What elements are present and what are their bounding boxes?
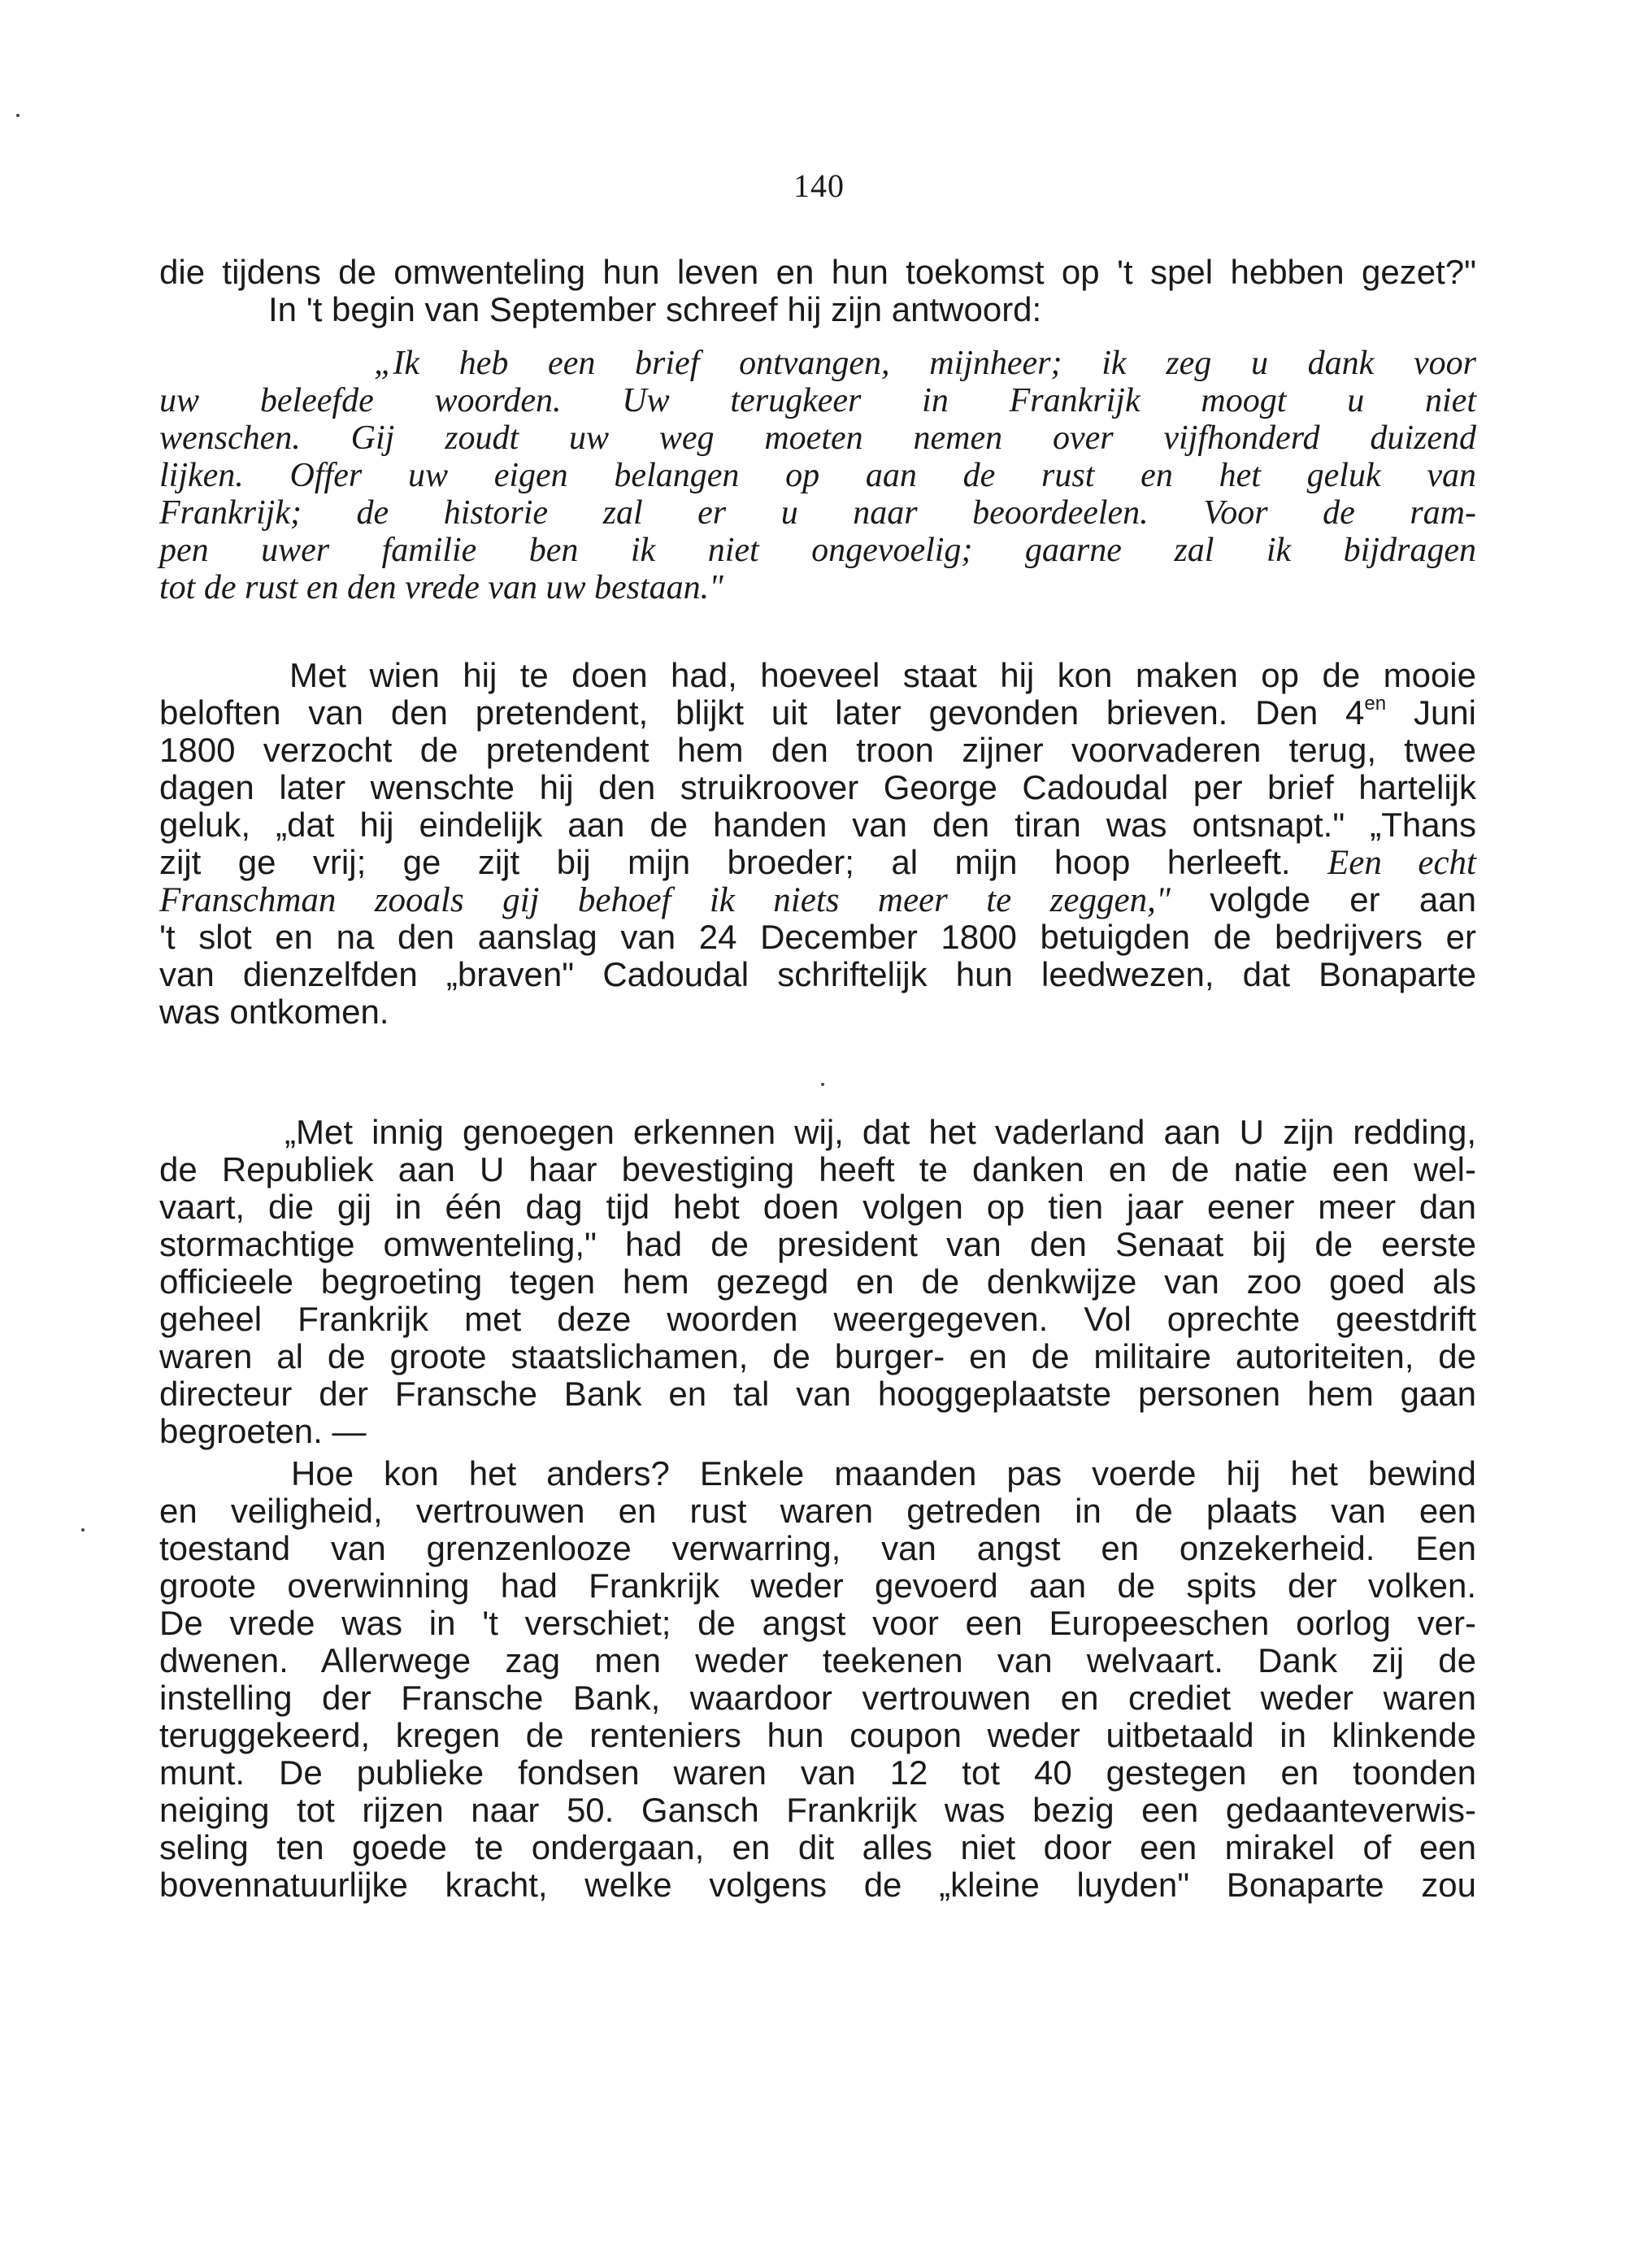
text-line: waren al de groote staatslichamen, de burger- en de militaire autoriteiten, de [159,1337,1476,1375]
text-fragment: beloften van den pretendent, blijkt uit later gevonden brieven. Den 4 [159,693,1365,732]
text-line: munt. De publieke fondsen waren van 12 tot 40 gestegen en toonden [159,1753,1476,1792]
text-line: Met wien hij te doen had, hoeveel staat hij kon maken op de mooie [289,656,1476,694]
text-line [159,881,1476,919]
text-line: seling ten goede te ondergaan, en dit alles niet door een mirakel of een [159,1828,1476,1866]
text-fragment: zijt ge vrij; ge zijt bij mijn broeder; al mijn hoop herleeft. [159,843,1291,881]
text-line: Hoe kon het anders? Enkele maanden pas voerde hij het bewind [291,1454,1476,1492]
text-line: wenschen. Gij zoudt uw weg moeten nemen over vijfhonderd duizend [159,419,1476,457]
quoted-letter [159,345,1476,606]
text-line: uw beleefde woorden. Uw terugkeer in Frankrijk moogt u niet [159,382,1476,419]
paragraph-senate [159,1114,1476,1450]
text-line [159,844,1476,881]
text-line: neiging tot rijzen naar 50. Gansch Frankrijk was bezig een gedaanteverwis- [159,1791,1476,1829]
text-line: De vrede was in 't verschiet; de angst voor een Europeeschen oorlog ver- [159,1604,1476,1642]
scan-speck [81,1528,85,1532]
text-line [159,694,1476,732]
text-line: begroeten. — [159,1412,367,1450]
text-line: tot de rust en den vrede van uw bestaan." [159,569,723,606]
text-line: toestand van grenzenlooze verwarring, van angst en onzekerheid. Een [159,1529,1476,1567]
text-line: instelling der Fransche Bank, waardoor vertrouwen en crediet weder waren [159,1679,1476,1717]
italic-fragment: Een echt [1327,844,1476,882]
text-line: officieele begroeting tegen hem gezegd en de denkwijze van zoo goed als [159,1262,1476,1301]
text-line: directeur der Fransche Bank en tal van hooggeplaatste personen hem gaan [159,1375,1476,1413]
text-line: geheel Frankrijk met deze woorden weergegeven. Vol oprechte geestdrift [159,1300,1476,1338]
text-fragment: volgde er aan [1210,880,1476,919]
text-line: „Ik heb een brief ontvangen, mijnheer; ik zeg u dank voor [374,345,1476,382]
text-line: pen uwer familie ben ik niet ongevoelig; gaarne zal ik bijdragen [159,532,1476,569]
text-line: vaart, die gij in één dag tijd hebt doen volgen op tien jaar eener meer dan [159,1188,1476,1226]
scan-speck [16,114,20,117]
paragraph-intro [159,254,1476,328]
italic-fragment: Franschman zooals gij behoef ik niets meer te zeggen," [159,881,1171,919]
scan-speck [821,1083,824,1086]
text-fragment: Juni [1386,693,1476,732]
page-number: 140 [793,167,845,204]
text-line: geluk, „dat hij eindelijk aan de handen van den tiran was ontsnapt." „Thans [159,806,1476,844]
text-line: 1800 verzocht de pretendent hem den troon zijner voorvaderen terug, twee [159,731,1476,769]
text-line: die tijdens de omwenteling hun leven en hun toekomst op 't spel hebben gezet?" [159,253,1476,291]
text-line: In 't begin van September schreef hij zijn antwoord: [268,290,1042,328]
text-line: stormachtige omwenteling," had de president van den Senaat bij de eerste [159,1225,1476,1263]
text-line: bovennatuurlijke kracht, welke volgens de „kleine luyden" Bonaparte zou [159,1866,1476,1904]
text-line: was ontkomen. [159,993,389,1031]
text-line: Frankrijk; de historie zal er u naar beoordeelen. Voor de ram- [159,494,1476,532]
text-line: teruggekeerd, kregen de renteniers hun coupon weder uitbetaald in klinkende [159,1716,1476,1754]
text-line: dwenen. Allerwege zag men weder teekenen van welvaart. Dank zij de [159,1641,1476,1679]
text-line: dagen later wenschte hij den struikroover George Cadoudal per brief hartelijk [159,768,1476,806]
text-line: lijken. Offer uw eigen belangen op aan de rust en het geluk van [159,457,1476,494]
paragraph-prosperity [159,1455,1476,1904]
text-line: 't slot en na den aanslag van 24 December 1800 betuigden de bedrijvers er [159,918,1476,956]
text-line: van dienzelfden „braven" Cadoudal schriftelijk hun leedwezen, dat Bonaparte [159,955,1476,993]
text-line: groote overwinning had Frankrijk weder gevoerd aan de spits der volken. [159,1566,1476,1605]
text-line: „Met innig genoegen erkennen wij, dat het vaderland aan U zijn redding, [285,1113,1476,1151]
text-line: en veiligheid, vertrouwen en rust waren getreden in de plaats van een [159,1492,1476,1530]
paragraph-letters [159,657,1476,1031]
text-line: de Republiek aan U haar bevestiging heeft te danken en de natie een wel- [159,1150,1476,1188]
superscript: en [1364,693,1387,715]
